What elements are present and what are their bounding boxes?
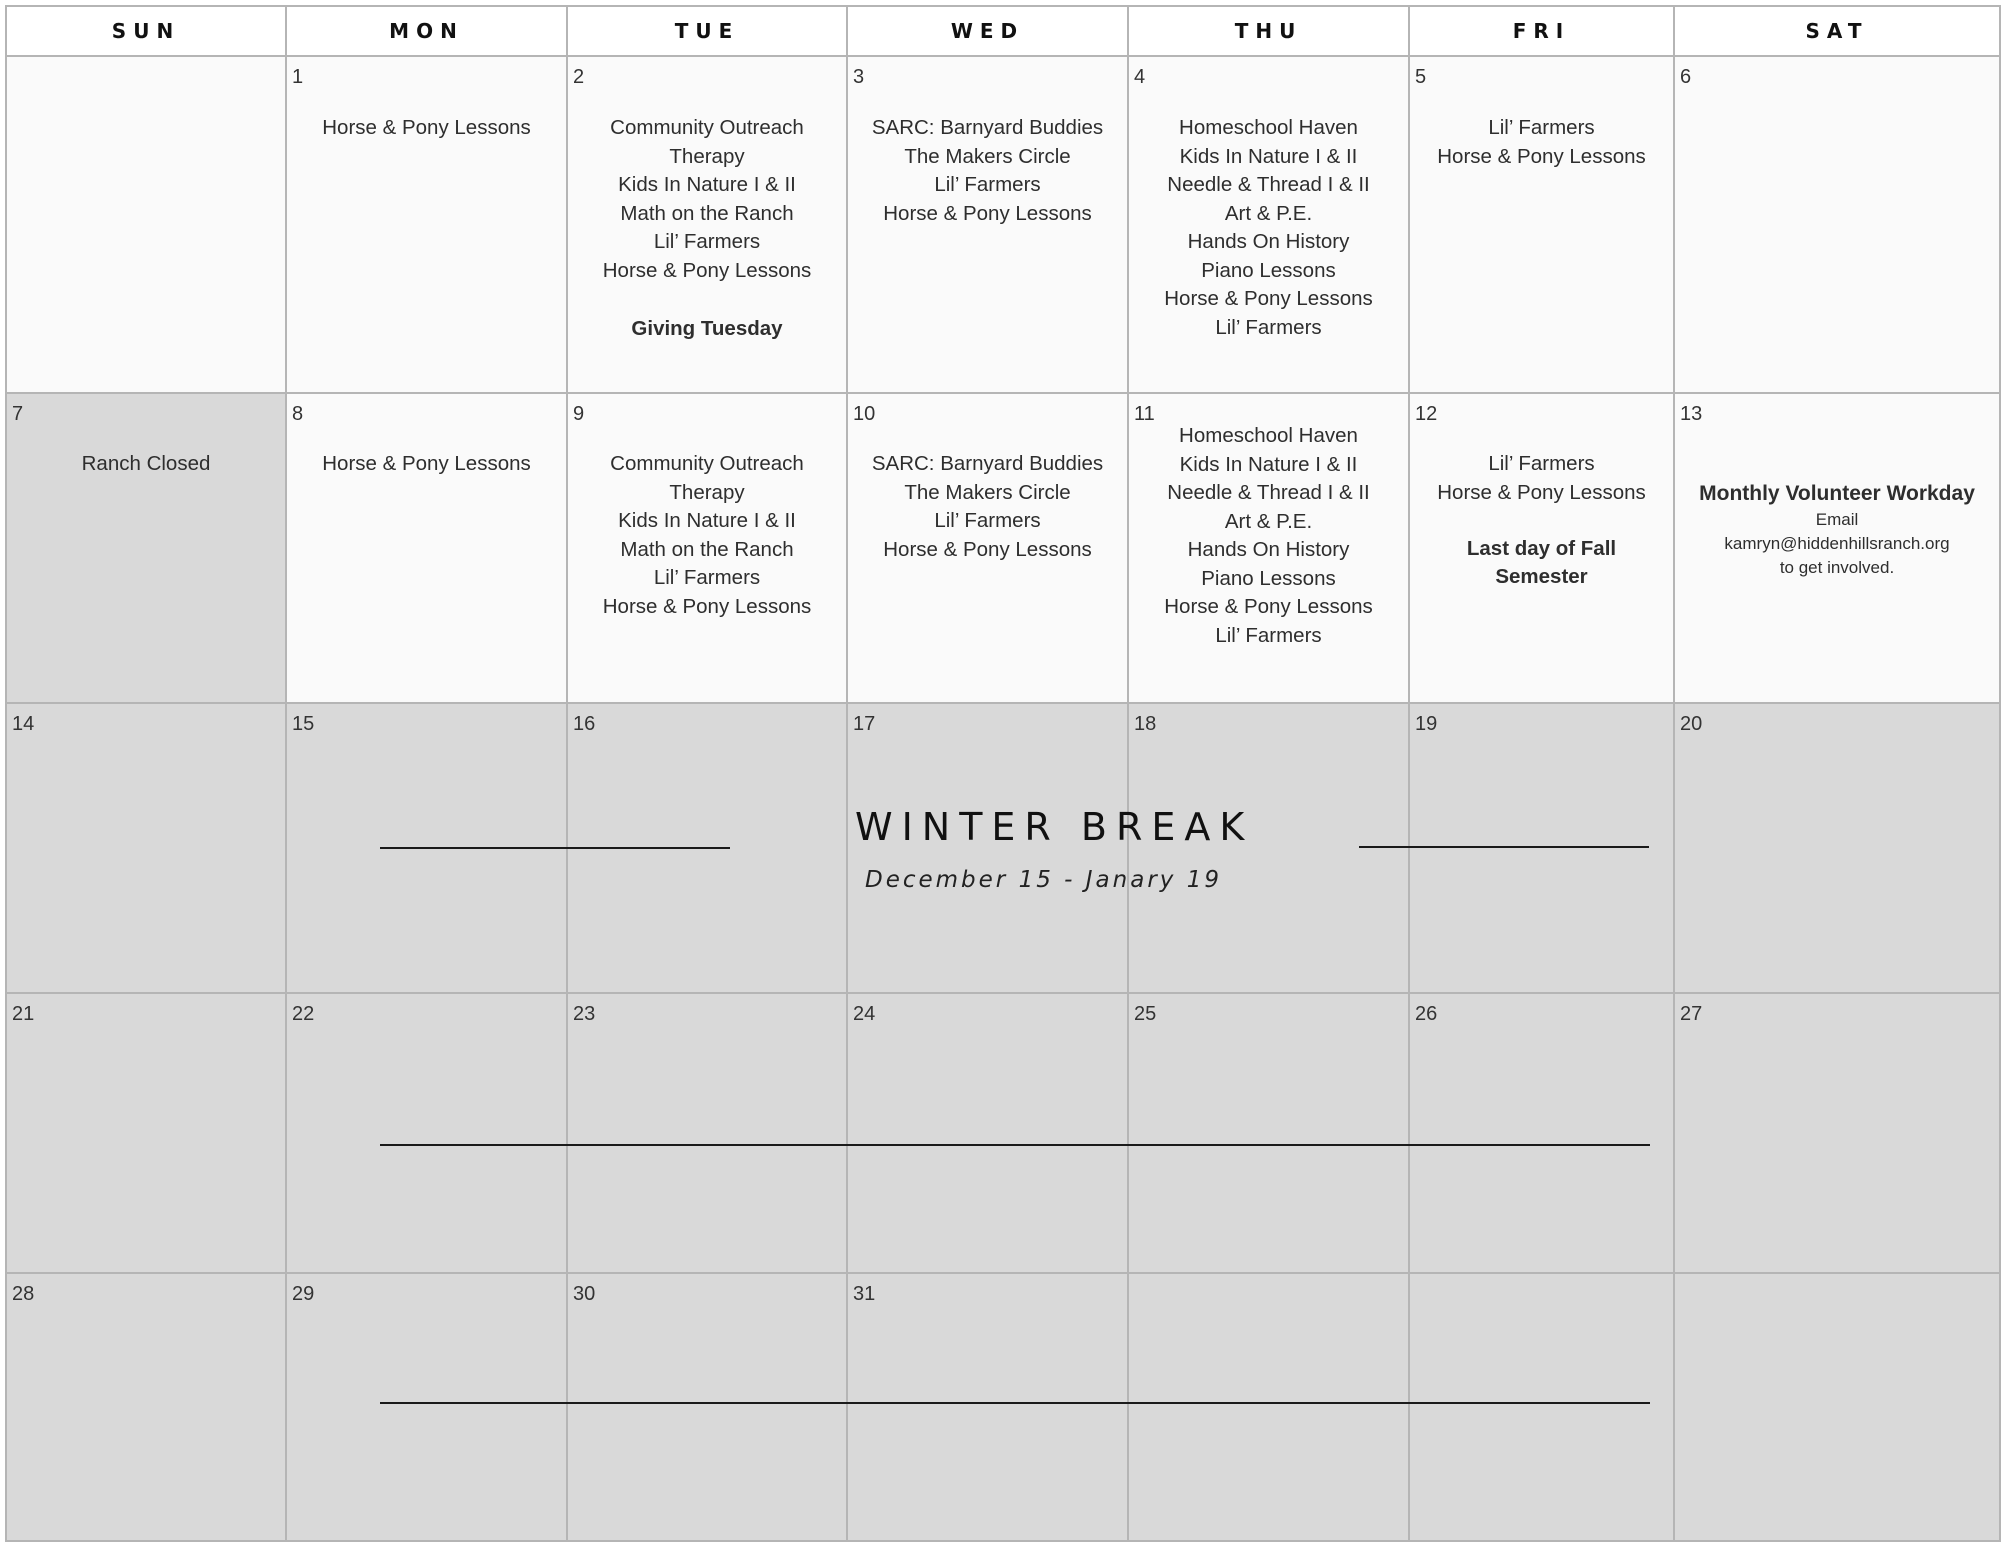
event-list — [848, 450, 1127, 564]
event-list — [568, 114, 846, 285]
day-cell-5[interactable] — [1409, 56, 1674, 393]
event-item[interactable]: Lil’ Farmers — [1215, 623, 1322, 647]
week-row-3 — [6, 703, 2000, 993]
day-number: 28 — [12, 1283, 35, 1305]
event-item[interactable]: Kids In Nature I & II — [1179, 144, 1358, 168]
week-row-5 — [6, 1273, 2000, 1541]
day-cell-13[interactable] — [1674, 393, 2000, 703]
day-number: 13 — [1680, 403, 1703, 425]
event-item[interactable]: Horse & Pony Lessons — [883, 201, 1092, 225]
special-line-2: Semester — [1495, 565, 1588, 588]
day-number: 23 — [573, 1003, 596, 1025]
winter-break-title: WINTER BREAK — [855, 805, 1254, 849]
event-item[interactable]: Therapy — [669, 144, 745, 168]
giving-tuesday-label: Giving Tuesday — [631, 317, 783, 340]
event-item[interactable]: Math on the Ranch — [620, 537, 794, 561]
day-number: 22 — [292, 1003, 315, 1025]
day-number: 9 — [573, 403, 585, 425]
day-cell-22[interactable] — [286, 993, 567, 1273]
day-number: 2 — [573, 66, 585, 88]
event-item[interactable]: SARC: Barnyard Buddies — [871, 116, 1104, 139]
day-cell-25[interactable] — [1128, 993, 1409, 1273]
weekday-sat: SAT — [1674, 6, 2000, 56]
event-item[interactable]: Horse & Pony Lessons — [322, 452, 531, 475]
day-number: 12 — [1415, 403, 1438, 425]
event-item[interactable]: Horse & Pony Lessons — [1164, 595, 1373, 618]
event-item[interactable]: Needle & Thread I & II — [1167, 173, 1370, 196]
day-cell-11[interactable] — [1128, 393, 1409, 703]
volunteer-workday-title: Monthly Volunteer Workday — [1699, 482, 1975, 505]
day-cell-3[interactable] — [847, 56, 1128, 393]
event-item[interactable]: Horse & Pony Lessons — [602, 594, 812, 618]
event-item[interactable]: Lil’ Farmers — [653, 230, 761, 253]
weekday-wed: WED — [847, 6, 1128, 56]
event-item[interactable]: Horse & Pony Lessons — [602, 258, 812, 282]
day-number: 10 — [853, 403, 876, 425]
event-item[interactable]: Hands On History — [1187, 230, 1350, 253]
day-number: 18 — [1134, 713, 1157, 735]
day-cell-19[interactable] — [1409, 703, 1674, 993]
day-cell-28[interactable] — [6, 1273, 286, 1541]
day-cell-8[interactable] — [286, 393, 567, 703]
day-cell-empty — [1128, 1273, 1409, 1541]
day-cell-1[interactable] — [286, 56, 567, 393]
event-item[interactable]: Kids In Nature I & II — [1179, 452, 1358, 476]
event-list — [287, 450, 566, 479]
day-cell-27[interactable] — [1674, 993, 2000, 1273]
day-number: 11 — [1134, 403, 1155, 425]
day-number: 4 — [1134, 66, 1146, 88]
day-number: 27 — [1680, 1003, 1703, 1025]
event-item[interactable]: Community Outreach — [610, 116, 804, 139]
event-item[interactable]: Lil’ Farmers — [1215, 315, 1322, 339]
weekday-header-row — [6, 6, 2000, 56]
day-cell-2[interactable] — [567, 56, 847, 393]
day-cell-12[interactable] — [1409, 393, 1674, 703]
day-cell-7[interactable] — [6, 393, 286, 703]
event-list — [568, 450, 846, 621]
event-item[interactable]: Horse & Pony Lessons — [1437, 480, 1646, 504]
day-cell-4[interactable] — [1128, 56, 1409, 393]
day-number: 19 — [1415, 713, 1438, 735]
day-number: 29 — [292, 1283, 315, 1305]
event-item[interactable]: Horse & Pony Lessons — [1164, 287, 1373, 310]
event-list — [848, 114, 1127, 228]
last-day-of-fall-semester-label — [1410, 535, 1673, 591]
day-number: 16 — [573, 713, 596, 735]
day-cell-30[interactable] — [567, 1273, 847, 1541]
day-number: 20 — [1680, 713, 1703, 735]
event-item[interactable]: Needle & Thread I & II — [1167, 481, 1370, 504]
day-cell-26[interactable] — [1409, 993, 1674, 1273]
event-list — [1129, 422, 1408, 650]
day-cell-15[interactable] — [286, 703, 567, 993]
event-item[interactable]: Lil’ Farmers — [1488, 452, 1595, 475]
event-item[interactable]: Horse & Pony Lessons — [1437, 144, 1646, 168]
day-number: 6 — [1680, 66, 1692, 88]
day-number: 21 — [12, 1003, 35, 1025]
weekday-sun: SUN — [6, 6, 286, 56]
day-number: 5 — [1415, 66, 1427, 88]
week-row-2 — [6, 393, 2000, 703]
volunteer-email-address[interactable]: kamryn@hiddenhillsranch.org — [1724, 534, 1950, 553]
day-number: 8 — [292, 403, 304, 425]
day-cell-empty — [6, 56, 286, 393]
event-item[interactable]: Horse & Pony Lessons — [883, 537, 1092, 561]
day-number: 17 — [853, 713, 876, 735]
weekday-tue: TUE — [567, 6, 847, 56]
event-list — [7, 450, 285, 479]
event-item[interactable]: Horse & Pony Lessons — [322, 116, 531, 139]
calendar-grid — [5, 5, 2001, 1542]
day-number: 30 — [573, 1283, 596, 1305]
volunteer-email-label: Email — [1815, 510, 1859, 529]
day-cell-empty — [1674, 1273, 2000, 1541]
weekday-thu: THU — [1128, 6, 1409, 56]
day-cell-29[interactable] — [286, 1273, 567, 1541]
event-item[interactable]: Ranch Closed — [81, 452, 211, 475]
event-item[interactable]: The Makers Circle — [904, 144, 1071, 168]
week-row-4 — [6, 993, 2000, 1273]
special-line-1: Last day of Fall — [1466, 537, 1617, 560]
day-number: 15 — [292, 713, 315, 735]
calendar — [5, 5, 1999, 1540]
day-cell-16[interactable] — [567, 703, 847, 993]
event-item[interactable]: Homeschool Haven — [1179, 424, 1358, 447]
event-item[interactable]: Piano Lessons — [1201, 566, 1336, 590]
event-item[interactable]: Community Outreach — [610, 452, 804, 475]
day-number: 26 — [1415, 1003, 1438, 1025]
day-cell-21[interactable] — [6, 993, 286, 1273]
event-item[interactable]: SARC: Barnyard Buddies — [871, 452, 1104, 475]
day-cell-24[interactable] — [847, 993, 1128, 1273]
day-number: 1 — [292, 66, 304, 88]
event-list — [1410, 114, 1673, 171]
event-item[interactable]: Kids In Nature I & II — [618, 173, 796, 196]
day-cell-20[interactable] — [1674, 703, 2000, 993]
event-item[interactable]: Piano Lessons — [1201, 258, 1336, 282]
event-item[interactable]: Lil’ Farmers — [934, 509, 1041, 532]
winter-break-dates: December 15 - Janary 19 — [865, 867, 1222, 893]
day-number: 14 — [12, 713, 35, 735]
event-item[interactable]: The Makers Circle — [904, 480, 1071, 504]
weekday-fri: FRI — [1409, 6, 1674, 56]
event-item[interactable]: Homeschool Haven — [1179, 116, 1358, 139]
day-cell-31[interactable] — [847, 1273, 1128, 1541]
event-item[interactable]: Kids In Nature I & II — [618, 509, 796, 532]
event-list — [1129, 114, 1408, 342]
day-cell-9[interactable] — [567, 393, 847, 703]
event-item[interactable]: Lil’ Farmers — [653, 566, 761, 589]
day-cell-6[interactable] — [1674, 56, 2000, 393]
day-number: 7 — [12, 403, 24, 425]
day-cell-10[interactable] — [847, 393, 1128, 703]
week-row-1 — [6, 56, 2000, 393]
day-cell-18[interactable] — [1128, 703, 1409, 993]
day-number: 25 — [1134, 1003, 1157, 1025]
day-number: 31 — [853, 1283, 876, 1305]
day-cell-23[interactable] — [567, 993, 847, 1273]
event-item[interactable]: Art & P.E. — [1224, 201, 1313, 225]
day-cell-empty — [1409, 1273, 1674, 1541]
event-list — [287, 114, 566, 143]
event-list — [1410, 450, 1673, 507]
event-item[interactable]: Hands On History — [1187, 538, 1350, 561]
weekday-mon: MON — [286, 6, 567, 56]
event-item[interactable]: Math on the Ranch — [620, 201, 794, 225]
volunteer-cta: to get involved. — [1779, 558, 1895, 577]
volunteer-workday-info — [1675, 480, 1999, 580]
day-number: 3 — [853, 66, 865, 88]
day-number: 24 — [853, 1003, 876, 1025]
event-item[interactable]: Therapy — [669, 480, 745, 504]
day-cell-14[interactable] — [6, 703, 286, 993]
event-item[interactable]: Lil’ Farmers — [934, 173, 1041, 196]
event-item[interactable]: Lil’ Farmers — [1488, 116, 1595, 139]
event-item[interactable]: Art & P.E. — [1224, 509, 1313, 533]
day-cell-17[interactable] — [847, 703, 1128, 993]
